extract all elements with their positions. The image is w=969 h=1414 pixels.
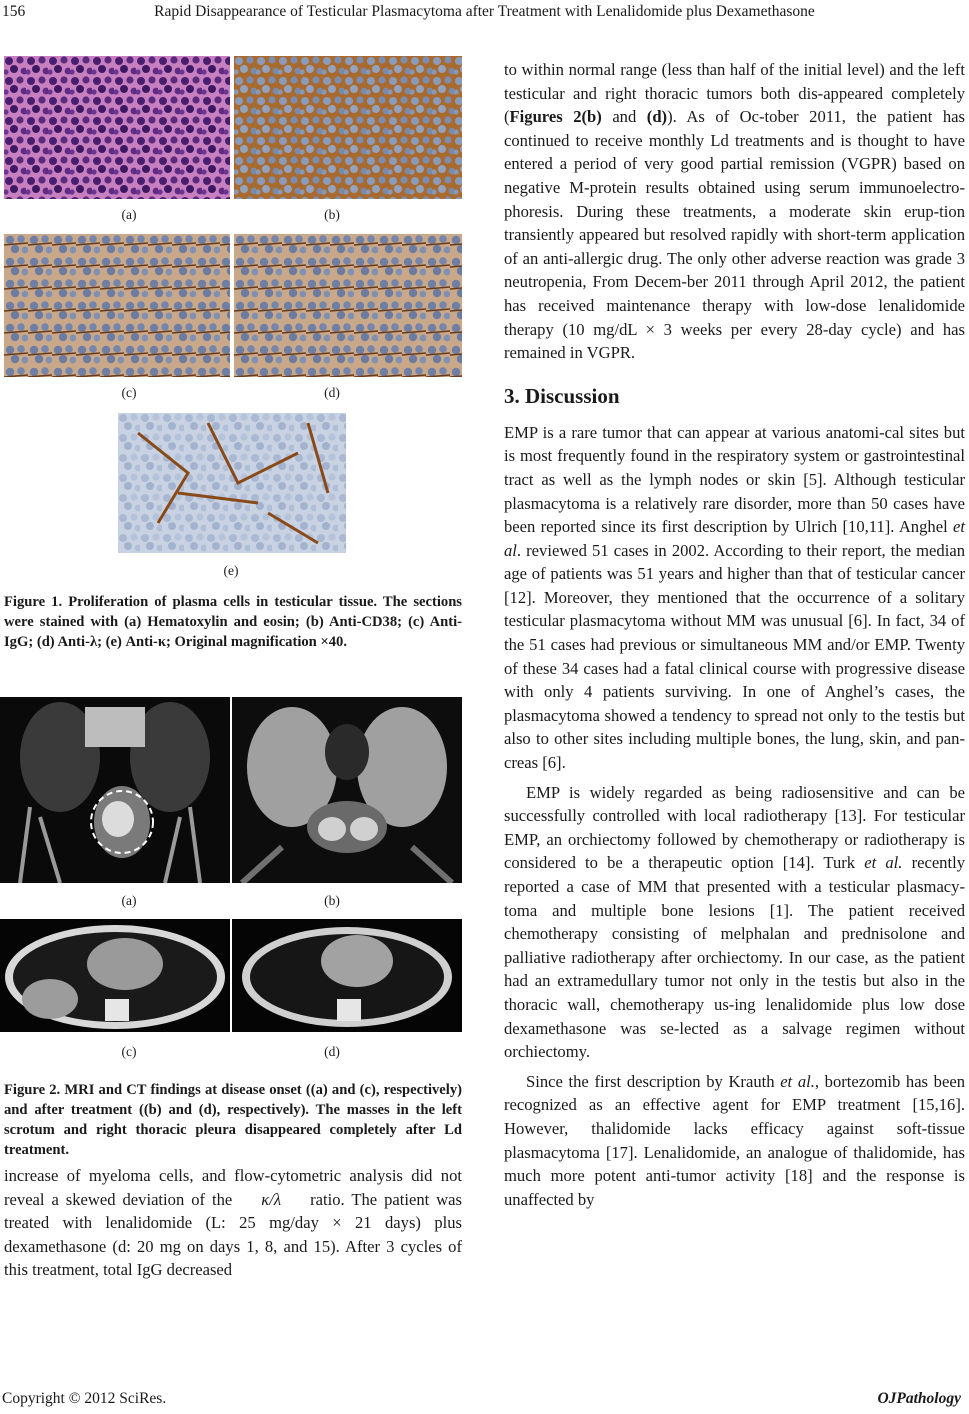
figure2-label-c: (c) [121,1044,137,1059]
right-paragraph1-part1: to within normal range (less than half of the initial level) and the left testicular and right thoracic tumors both dis-appeared completely ( [504,60,965,127]
et-al-2: et al. [864,853,903,873]
et-al-1: et al [504,517,965,560]
right-paragraph1-part2: ). As of Oc-tober 2011, the patient has continued to receive monthly Ld treatments and is thought to have entered a period of very good partial remission (VGPR) based on negative M-protein results obtained using serum immunoelectro-phoresis. During these treatments, a moderate skin erup-tion transiently appeared but resolved rapidly with short-term application of an anti-allergic drug. The only other adverse reaction was grade 3 neutropenia, From Decem-ber 2011 through April 2012, the patient has received maintenance therapy with low-dose lenalidomide therapy (10 mg/dL × 3 weeks per every 28-day cycle) and has remained in VGPR. [504,107,965,363]
figure1-panel-e [118,413,346,553]
discussion-paragraph2-part1: EMP is widely regarded as being radiosensitive and can be successfully controlled with local radiotherapy [13]. For testicular EMP, an orchiectomy followed by chemotherapy or radiotherapy is considered to be a therapeutic option [14]. Turk [504,782,965,873]
page-header [0,0,969,28]
figure2-panel-a [0,697,230,883]
discussion-paragraph3-part1: Since the first description by Krauth [526,1071,781,1091]
figure-reference-d: (d) [646,107,668,127]
figure2-panel-c [0,919,230,1032]
discussion-paragraph2-part2: recently reported a case of MM that presented with a testicular plasmacy-toma and multiple bone lesions [1]. The patient received chemotherapy consisting of melphalan and prednisolone and palliative radiotherapy after orchiectomy. In our case, as the patient had an extramedullary tumor not only in the testis but also in the thoracic wall, chemotherapy us-ing lenalidomide plus low dose dexamethasone was se-lected as a salvage regimen without orchiectomy. [504,853,965,1062]
figure2-label-d: (d) [324,1044,340,1059]
figure1-label-a: (a) [121,207,137,222]
figure2-label-a: (a) [121,893,137,908]
right-column-text [504,58,965,1211]
et-al-3: et al. [780,1071,815,1091]
figure1-caption: Figure 1. Proliferation of plasma cells in testicular tissue. The sections were stained with (a) Hematoxylin and eosin; (b) Anti-CD38; (c) Anti-IgG; (d) Anti-λ; (e) Anti-κ; Original magnification ×40. [4,594,462,650]
running-title: Rapid Disappearance of Testicular Plasmacytoma after Treatment with Lenalidomide plus Dexamethasone [154,3,815,20]
figure1-panel-d [234,234,462,377]
figure2-panel-b [232,697,462,883]
figure1-label-d: (d) [324,385,340,400]
discussion-paragraph1-part2: . reviewed 51 cases in 2002. According to their report, the median age of patients was 51 years and higher than that of testicular cancer [12]. Moreover, they mentioned that the occurrence of a solitary testicular plasmacytoma without MM was unusual [6]. In fact, 34 of the 51 cases had previous or simultaneous MM and/or EMP. Twenty of these 34 cases had a fatal clinical course with progressive disease with only 4 patients surviving. In one of Anghel’s cases, the plasmacytoma showed a tendency to spread not only to the testis but also to other sites including multiple bones, the lung, skin, and pan-creas [6]. [504,540,965,773]
left-column-text [4,1164,462,1282]
kappa-lambda-ratio: κ/λ [261,1189,282,1209]
copyright-notice: Copyright © 2012 SciRes. [2,1390,167,1407]
left-paragraph-part2: ratio. The patient was treated with lenalidomide (L: 25 mg/day × 21 days) plus dexamethasone (d: 20 mg on days 1, 8, and 15). After 3 cycles of this treatment, total IgG decreased [4,1189,462,1280]
discussion-paragraph3-part2: , bortezomib has been recognized as an effective agent for EMP treatment [15,16]. However, thalidomide lacks efficacy against soft-tissue plasmacytoma [17]. Lenalidomide, an analogue of thalidomide, has much more potent anti-tumor activity [18] and the response is unaffected by [504,1071,965,1209]
section-heading: 3. Discussion [504,383,620,408]
figure1-panel-b [234,56,462,199]
figure1-label-b: (b) [324,207,340,222]
figure1-label-c: (c) [121,385,137,400]
figure1-panel-c [4,234,230,377]
left-paragraph-part1: increase of myeloma cells, and flow-cytometric analysis did not reveal a skewed deviation of the [4,1166,462,1209]
figure2-caption: Figure 2. MRI and CT findings at disease onset ((a) and (c), respectively) and after treatment ((b) and (d), respectively). The masses in the left scrotum and right thoracic pleura disappeared completely after Ld treatment. [4,1082,462,1158]
discussion-paragraph1-part1: EMP is a rare tumor that can appear at various anatomi-cal sites but is most frequently found in the respiratory system or gastrointestinal tract as well as the lymph nodes or skin [5]. Although testicular plasmacytoma is a relatively rare disorder, more than 50 cases have been reported since its first description by Ulrich [10,11]. Anghel [504,422,965,537]
page-number: 156 [2,3,26,20]
figure-reference: Figures 2(b) [509,107,602,127]
figure2-panel-d [232,919,462,1032]
figure1-panel-a [4,56,230,199]
journal-name: OJPathology [877,1390,961,1407]
figure1-label-e: (e) [223,563,239,578]
conjunction-text: and [601,107,647,127]
figure2-label-b: (b) [324,893,340,908]
